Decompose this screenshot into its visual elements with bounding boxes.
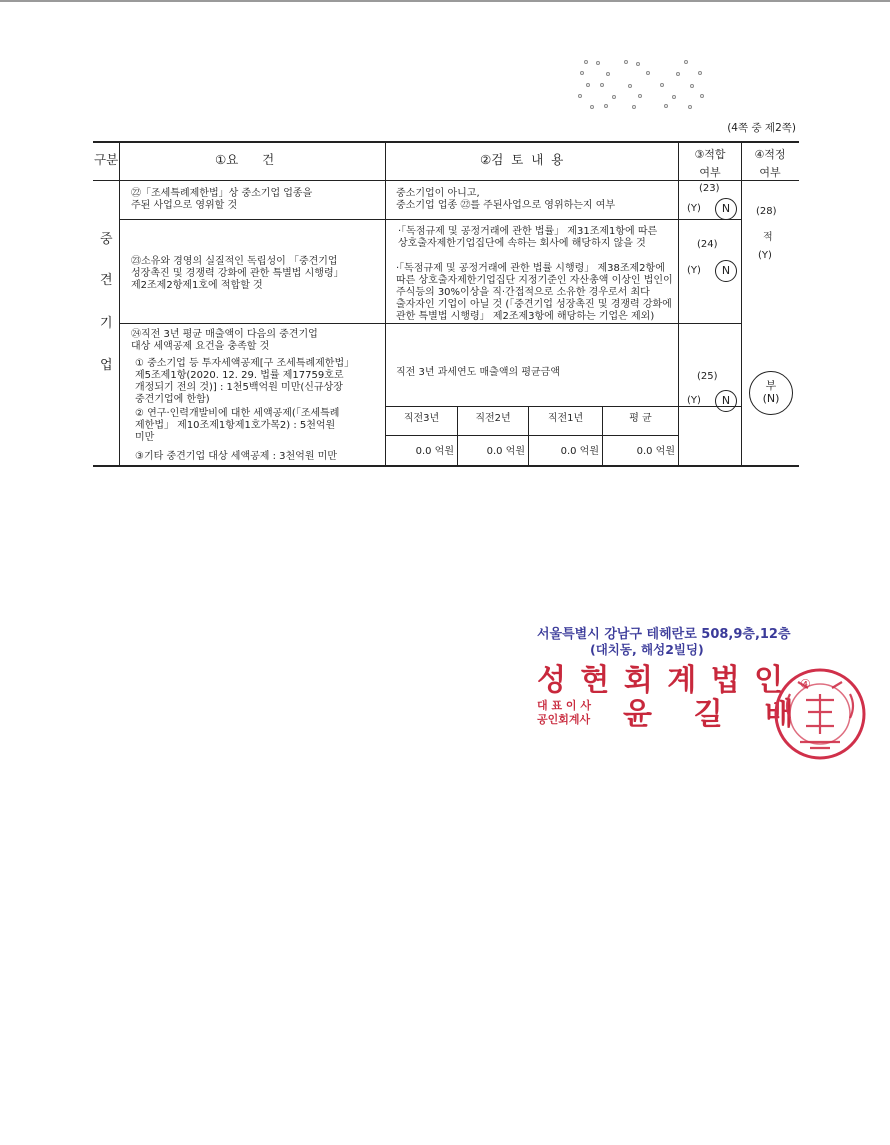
row2-no-circle [715,260,737,282]
col-divider-4 [741,141,742,466]
row3-yes: (Y) [687,395,701,406]
row2-no: N [721,264,731,277]
row1-requirement: ㉒「조세특례제한법」상 중소기업 업종을 주된 사업으로 영위할 것 [131,188,313,211]
table-top-border [93,141,799,143]
header-category: 구분 [94,152,119,167]
category-char-3: 기 [100,316,113,331]
col4-no-circle [749,371,793,415]
sales-header-year1: 직전1년 [547,413,584,424]
sales-header-average: 평 균 [629,413,652,424]
row3-no: N [721,394,731,407]
col4-yes: (Y) [758,250,772,261]
header-review: ②검 토 내 용 [480,152,564,167]
row2-review-2: ·「독점규제 및 공정거래에 관한 법률 시행령」 제38조제2항에 따른 상호출자제한기업집단 지정기준인 자산총액 이상인 법인이 주식등의 30%이상을 직·간접적으로 소유한 경우로서 최다 출자자인 기업이 아닐 것 (「중견기업 성장촉진 및 경쟁력 강화에 관한 특별법 시행령」 제2조제3항에 해당하는 기업은 제외) [396,263,673,322]
row3-requirement-intro: ㉔직전 3년 평균 매출액이 다음의 중견기업 대상 세액공제 요건을 충족할 것 [131,329,318,352]
row3-item-2: ② 연구·인력개발비에 대한 세액공제(「조세특례 제한법」 제10조제1항제1호가목2) : 5천억원 미만 [135,408,340,443]
category-char-1: 중 [100,232,113,247]
sales-value-year1: 0.0 억원 [560,446,599,457]
row2-review-1: ·「독점규제 및 공정거래에 관한 법률」 제31조제1항에 따른 상호출자제한기업집단에 속하는 회사에 해당하지 않을 것 [398,226,658,249]
row2-number: (24) [697,239,718,250]
sales-value-year3: 0.0 억원 [415,446,454,457]
col-divider-1 [119,141,120,466]
row2-yes: (Y) [687,265,701,276]
sales-value-average: 0.0 억원 [636,446,675,457]
category-char-2: 견 [100,273,113,288]
row1-no: N [721,202,731,215]
row1-yes: (Y) [687,203,701,214]
col4-circle-value: (N) [762,392,780,405]
col4-number: (28) [756,206,777,217]
company-seal-stamp [770,664,870,764]
row3-number: (25) [697,371,718,382]
col4-circle-label: 부 [765,379,777,392]
firm-title-ceo: 대 표 이 사 [537,699,591,712]
category-char-4: 업 [100,358,113,373]
row3-item-3: ③기타 중견기업 대상 세액공제 : 3천억원 미만 [135,451,337,462]
sales-header-year3: 직전3년 [403,413,440,424]
scan-dots-mark [578,56,708,112]
col4-label: 적 [763,232,773,243]
table-bottom-border [93,465,799,467]
firm-address-line1: 서울특별시 강남구 테헤란로 508,9층,12층 [537,627,791,642]
top-border [0,0,890,2]
sales-header-bottom [385,435,678,436]
firm-name: 성 현 회 계 법 인 [537,663,786,698]
seal-number: ④ [800,677,811,691]
page-note: (4쪽 중 제2쪽) [727,122,796,134]
header-fit: ③적합 여부 [694,148,726,179]
row2-divider [119,323,741,324]
row1-no-circle [715,198,737,220]
row1-divider [119,219,741,220]
row3-no-circle [715,390,737,412]
row3-review: 직전 3년 과세연도 매출액의 평균금액 [396,367,560,378]
firm-address-line2: (대치동, 해성2빌딩) [590,642,704,657]
row1-review: 중소기업이 아니고, 중소기업 업종 ㉒를 주된사업으로 영위하는지 여부 [396,188,616,211]
header-fit2: ④적정 여부 [754,148,786,179]
sales-value-year2: 0.0 억원 [486,446,525,457]
sales-header-year2: 직전2년 [475,413,511,424]
firm-title-cpa: 공인회계사 [537,713,591,726]
firm-representative: 윤 길 배 [623,697,794,732]
row2-requirement: ㉓소유와 경영의 실질적인 독립성이 「중견기업 성장촉진 및 경쟁력 강화에 관한 특별법 시행령」 제2조제2항제1호에 적합할 것 [131,256,344,291]
row3-item-1: ① 중소기업 등 투자세액공제[구 조세특례제한법」 제5조제1항(2020. 12. 29. 법률 제17759호로 개정되기 전의 것)] : 1천5백억원 미만(신규상장 중견기업에 한함) [135,358,355,405]
col-divider-3 [678,141,679,466]
row1-number: (23) [699,183,720,194]
header-requirement: ①요 건 [215,152,275,167]
